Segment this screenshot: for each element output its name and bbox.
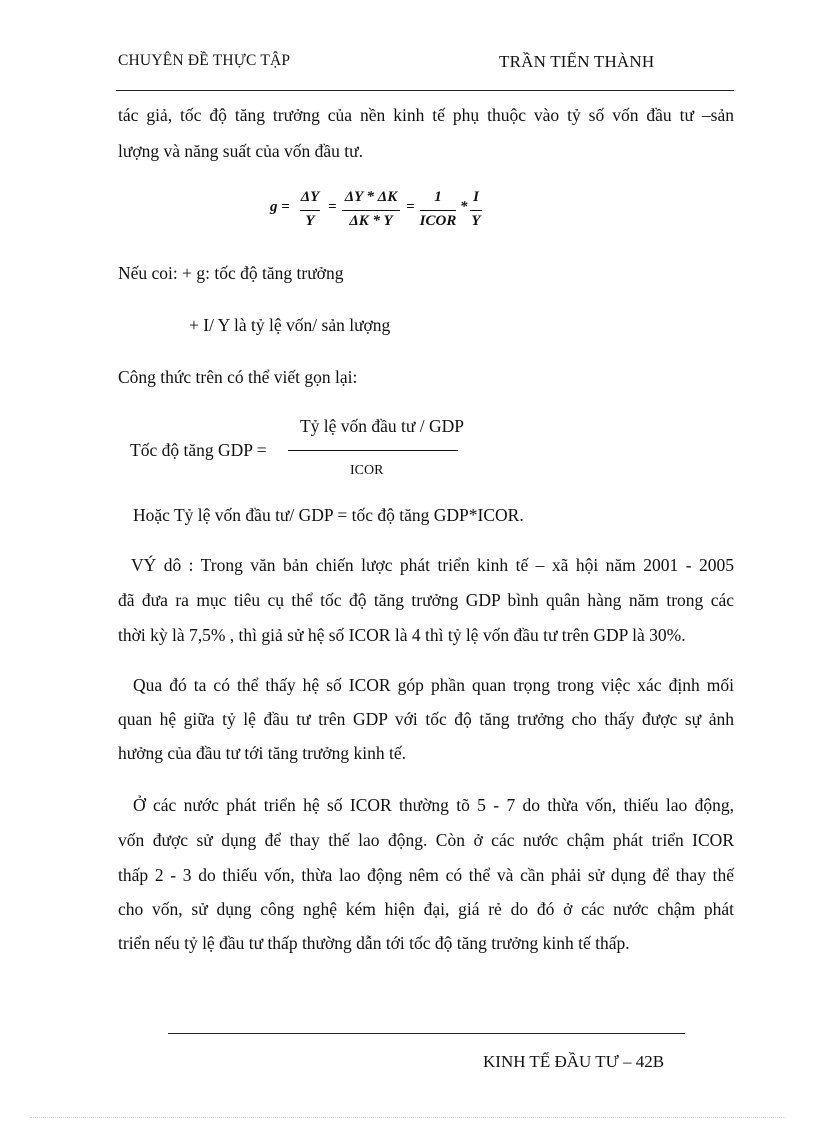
fraction-2-bar bbox=[342, 210, 400, 211]
header-divider bbox=[116, 90, 734, 91]
page-bottom-border bbox=[30, 1117, 786, 1118]
equals-sign-2: = bbox=[406, 199, 415, 215]
comparison-line-3: thấp 2 - 3 do thiếu vốn, thừa lao động nêm có thể và cần phải sử dụng để thay thế bbox=[118, 865, 734, 885]
header-left-title: CHUYÊN ĐỀ THỰC TẬP bbox=[118, 52, 291, 69]
example-line-2: đã đưa ra mục tiêu cụ thể tốc độ tăng trưởng GDP bình quân hàng năm trong các bbox=[118, 590, 734, 610]
fraction-4-denominator: Y bbox=[471, 213, 481, 229]
fraction-3-denominator: ICOR bbox=[419, 213, 457, 229]
multiply-sign: * bbox=[460, 199, 468, 215]
fraction-4-numerator: I bbox=[473, 189, 479, 205]
fraction-4-bar bbox=[470, 210, 482, 211]
conclusion-line-2: quan hệ giữa tỷ lệ đầu tư trên GDP với tốc độ tăng trưởng cho thấy được sự ảnh bbox=[118, 709, 734, 729]
example-line-1: VÝ dô : Trong văn bản chiến lược phát triển kinh tế – xã hội năm 2001 - 2005 bbox=[131, 555, 734, 575]
footer-divider bbox=[168, 1033, 685, 1034]
conclusion-line-1: Qua đó ta có thể thấy hệ số ICOR góp phần quan trọng trong việc xác định mối bbox=[133, 675, 734, 695]
fraction-1-denominator: Y bbox=[305, 213, 315, 229]
comparison-line-4: cho vốn, sử dụng công nghệ kém hiện đại, giá rẻ do đó ở các nước chậm phát bbox=[118, 899, 734, 919]
growth-formula bbox=[260, 186, 500, 236]
fraction-1-bar bbox=[300, 210, 320, 211]
fraction-3-numerator: 1 bbox=[434, 189, 442, 205]
formula-lhs: g = bbox=[270, 199, 290, 215]
intro-line-2: lượng và năng suất của vốn đầu tư. bbox=[118, 141, 363, 161]
gdp-formula-bar bbox=[288, 450, 458, 451]
fraction-2-denominator: ΔK * Y bbox=[349, 213, 393, 229]
intro-line-1: tác giả, tốc độ tăng trưởng của nền kinh tế phụ thuộc vào tỷ số vốn đầu tư –sản bbox=[118, 105, 734, 125]
comparison-line-2: vốn được sử dụng để thay thế lao động. Còn ở các nước chậm phát triển ICOR bbox=[118, 830, 734, 850]
fraction-3-bar bbox=[420, 210, 456, 211]
gdp-formula-numerator: Tỷ lệ vốn đầu tư / GDP bbox=[299, 416, 465, 436]
header-author-name: TRẦN TIẾN THÀNH bbox=[499, 52, 655, 71]
alternative-formula: Hoặc Tỷ lệ vốn đầu tư/ GDP = tốc độ tăng GDP*ICOR. bbox=[133, 505, 524, 525]
gdp-formula-label: Tốc độ tăng GDP = bbox=[130, 440, 267, 460]
note-capital-ratio: + I/ Y là tỷ lệ vốn/ sản lượng bbox=[189, 315, 391, 335]
comparison-line-5: triển nếu tỷ lệ đầu tư thấp thường dẫn tới tốc độ tăng trưởng kinh tế thấp. bbox=[118, 933, 630, 953]
equals-sign-1: = bbox=[328, 199, 337, 215]
conclusion-line-3: hưởng của đầu tư tới tăng trưởng kinh tế. bbox=[118, 743, 407, 763]
fraction-2-numerator: ΔY * ΔK bbox=[344, 189, 398, 205]
example-line-3: thời kỳ là 7,5% , thì giả sử hệ số ICOR là 4 thì tỷ lệ vốn đầu tư trên GDP là 30%. bbox=[118, 625, 686, 645]
note-growth-definition: Nếu coi: + g: tốc độ tăng trưởng bbox=[118, 263, 344, 283]
footer-course-label: KINH TẾ ĐẦU TƯ – 42B bbox=[483, 1052, 665, 1071]
gdp-growth-formula bbox=[130, 412, 490, 492]
comparison-line-1: Ở các nước phát triển hệ số ICOR thường tõ 5 - 7 do thừa vốn, thiếu lao động, bbox=[133, 795, 734, 815]
note-short-form: Công thức trên có thể viết gọn lại: bbox=[118, 367, 358, 387]
fraction-1-numerator: ΔY bbox=[300, 189, 320, 205]
gdp-formula-denominator: ICOR bbox=[350, 463, 384, 478]
